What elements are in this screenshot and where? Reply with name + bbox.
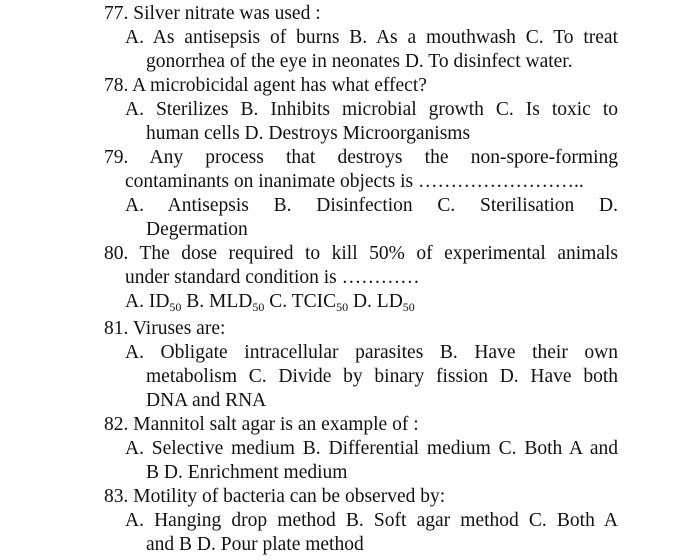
question-79-options-line1: A. Antisepsis B. Disinfection C. Sterilisation D. (125, 195, 618, 216)
question-81-options-line1: A. Obligate intracellular parasites B. Have their own (125, 342, 618, 363)
question-79-line2: contaminants on inanimate objects is …………………….. (125, 171, 584, 192)
question-83-options-line1: A. Hanging drop method B. Soft agar method C. Both A (125, 510, 618, 531)
option-d-subscript: 50 (402, 300, 415, 314)
question-79-options-line2: Degermation (146, 219, 248, 240)
question-80-options (125, 290, 415, 314)
question-80-line1: 80. The dose required to kill 50% of experimental animals (104, 243, 618, 264)
question-82: 82. Mannitol salt agar is an example of : (104, 414, 419, 435)
question-80-line2: under standard condition is ………… (125, 267, 420, 288)
option-a-text: A. ID (125, 291, 170, 312)
question-83-options-line2: and B D. Pour plate method (146, 534, 364, 555)
question-81-options-line2: metabolism C. Divide by binary fission D. Have both (146, 366, 618, 387)
question-78-options-line2: human cells D. Destroys Microorganisms (146, 123, 471, 144)
question-83: 83. Motility of bacteria can be observed by: (104, 486, 446, 507)
question-78: 78. A microbicidal agent has what effect? (104, 75, 427, 96)
option-b-subscript: 50 (252, 300, 265, 314)
question-82-options-line2: B D. Enrichment medium (146, 462, 348, 483)
option-c-text: C. TCIC (264, 291, 337, 312)
question-78-options-line1: A. Sterilizes B. Inhibits microbial growth C. Is toxic to (125, 99, 618, 120)
option-b-text: B. MLD (181, 291, 253, 312)
question-79-line1: 79. Any process that destroys the non-spore-forming (104, 147, 618, 168)
question-82-options-line1: A. Selective medium B. Differential medium C. Both A and (125, 438, 618, 459)
option-c-subscript: 50 (336, 300, 349, 314)
question-81-options-line3: DNA and RNA (146, 390, 267, 411)
question-77-options-line1: A. As antisepsis of burns B. As a mouthwash C. To treat (125, 27, 618, 48)
question-77-options-line2: gonorrhea of the eye in neonates D. To disinfect water. (146, 51, 573, 72)
option-d-text: D. LD (348, 291, 403, 312)
question-77: 77. Silver nitrate was used : (104, 3, 321, 24)
question-81: 81. Viruses are: (104, 318, 226, 339)
option-a-subscript: 50 (169, 300, 182, 314)
